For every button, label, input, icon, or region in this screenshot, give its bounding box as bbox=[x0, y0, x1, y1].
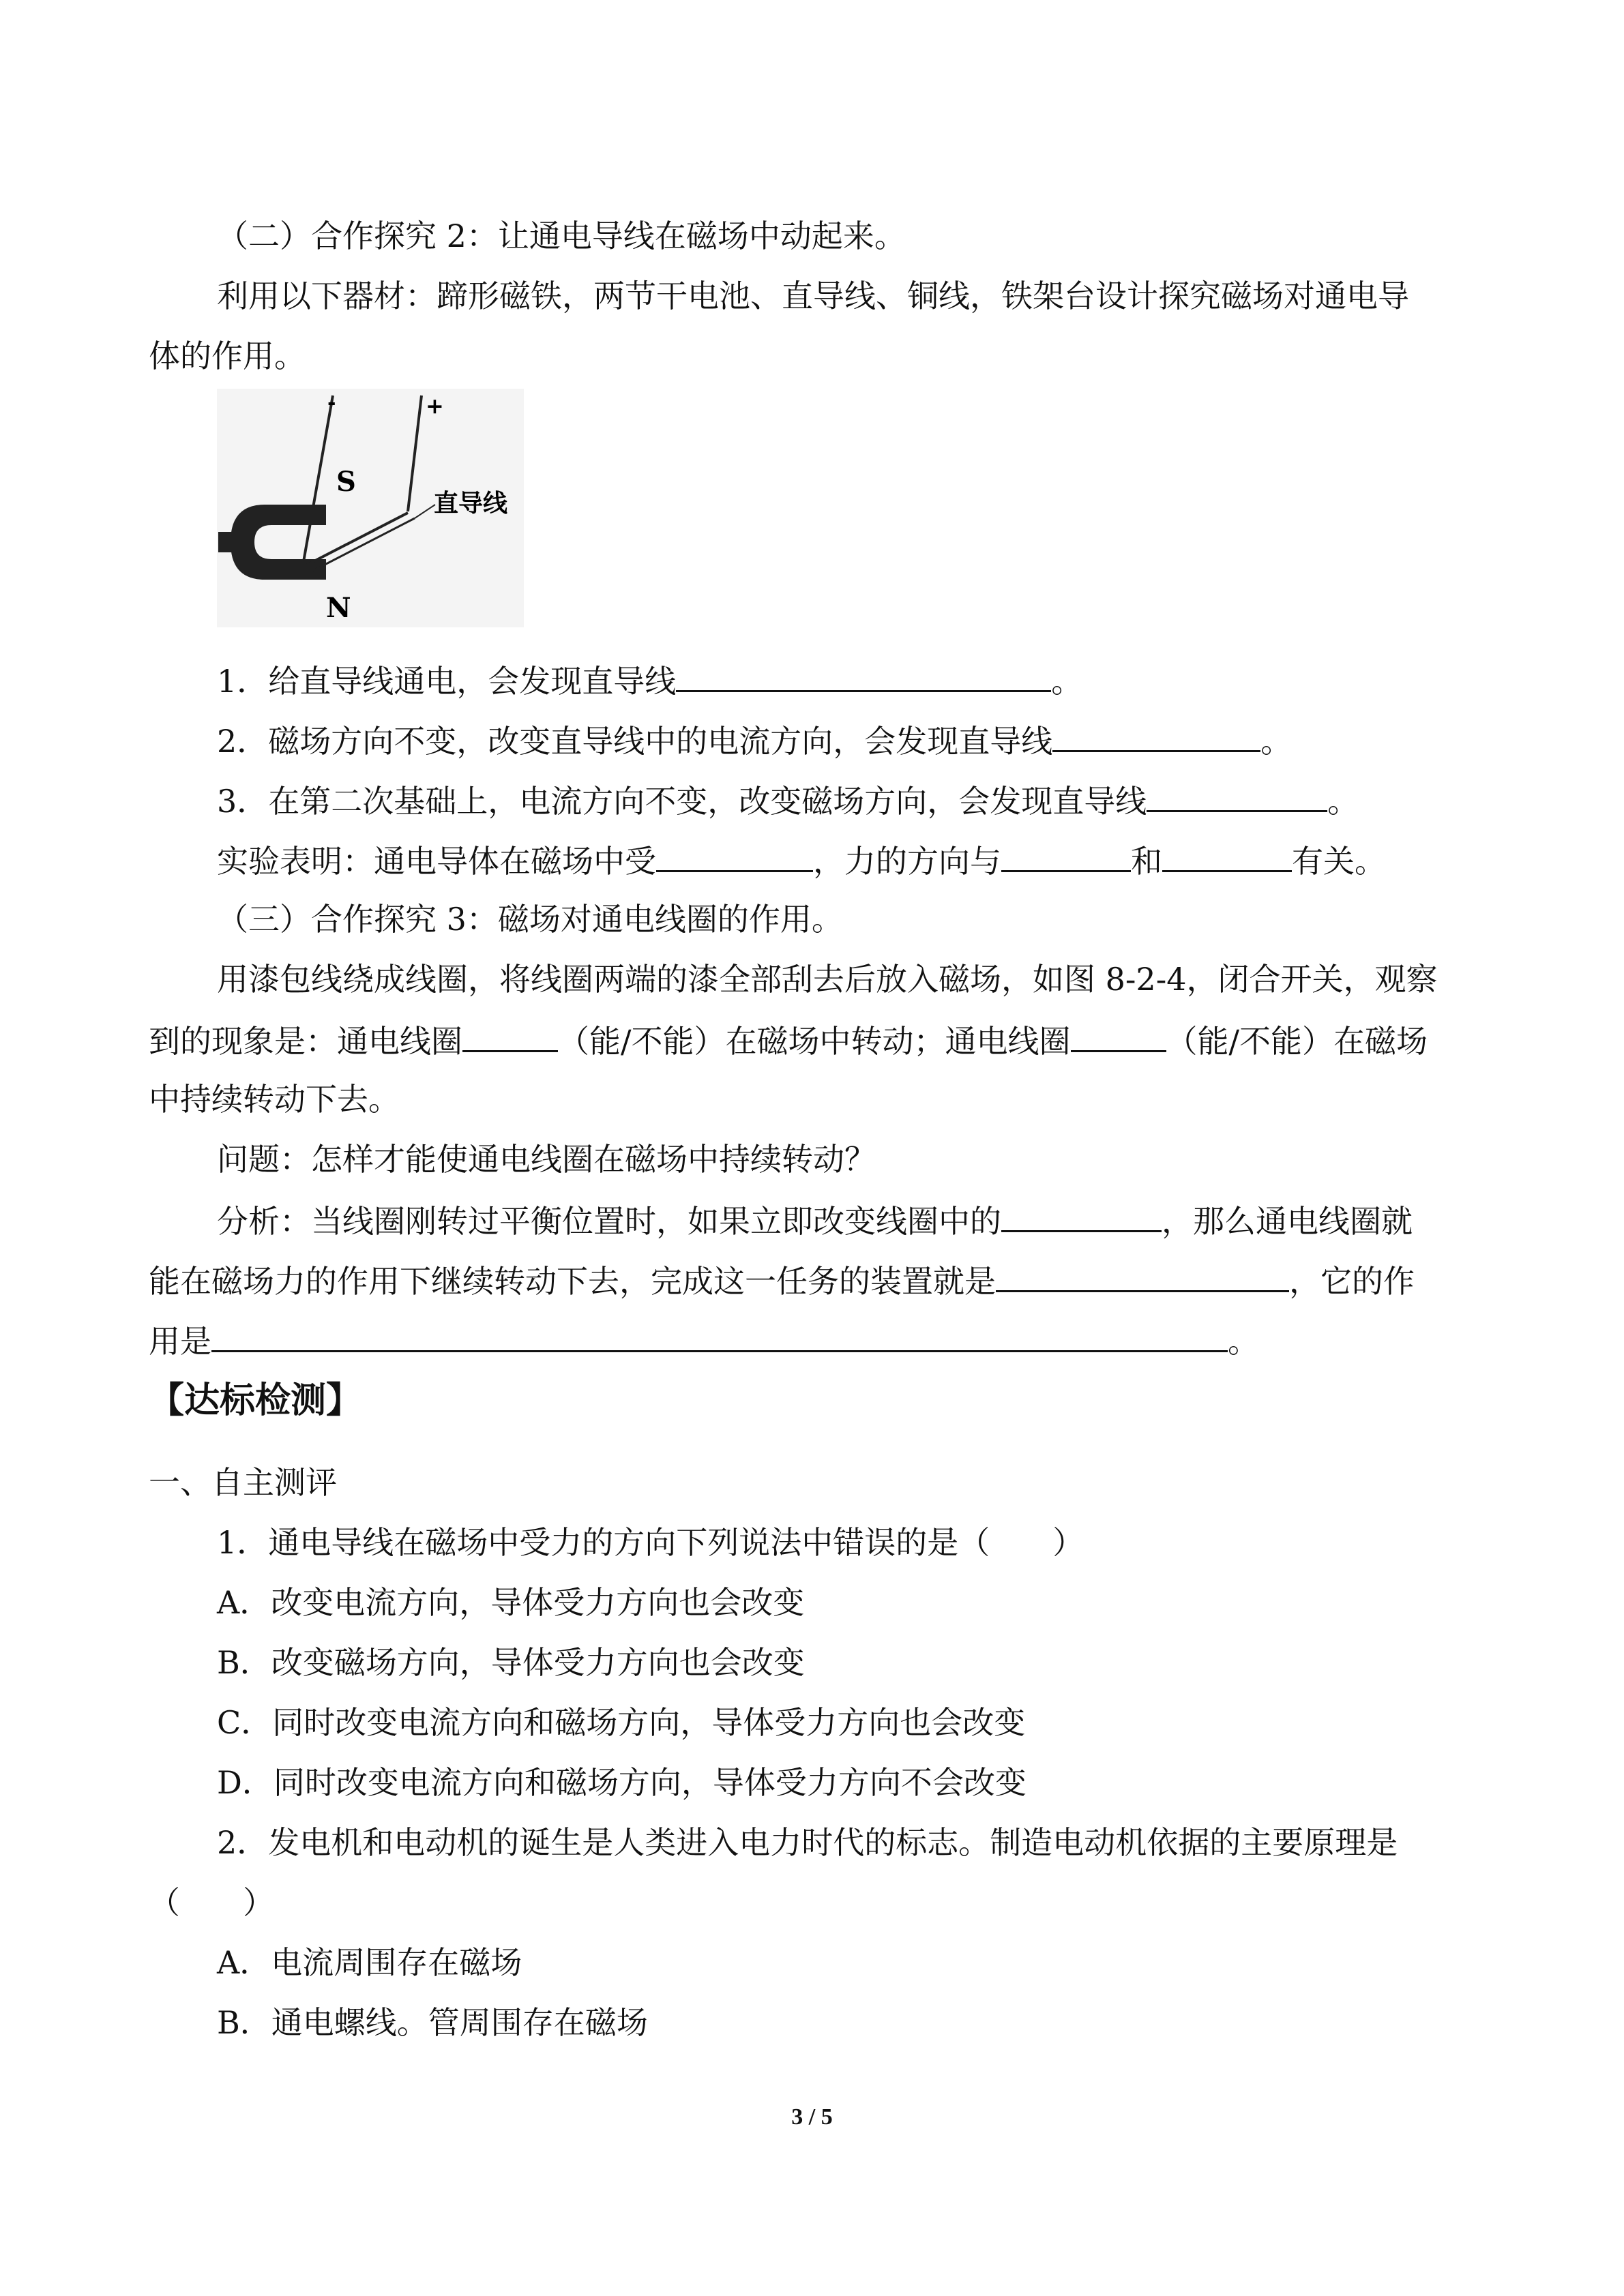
question-3: 3．在第二次基础上，电流方向不变，改变磁场方向，会发现直导线 。 bbox=[217, 779, 1359, 822]
section2-intro-line1: 利用以下器材：蹄形磁铁，两节干电池、直导线、铜线，铁架台设计探究磁场对通电导 bbox=[217, 278, 1409, 314]
mc-q1-option-d: D．同时改变电流方向和磁场方向，导体受力方向不会改变 bbox=[217, 1764, 1027, 1801]
question-2: 2．磁场方向不变，改变直导线中的电流方向，会发现直导线 。 bbox=[217, 719, 1292, 762]
analysis-line3: 用是 。 bbox=[149, 1319, 1259, 1362]
check-subheading: 一、自主测评 bbox=[149, 1464, 337, 1501]
mc-q1-option-a: A．改变电流方向，导体受力方向也会改变 bbox=[217, 1584, 805, 1621]
n-pole-label: N bbox=[326, 592, 351, 624]
mc-q2-option-b: B．通电螺线。管周围存在磁场 bbox=[217, 2004, 648, 2041]
answer-blank bbox=[996, 1259, 1289, 1292]
s-pole-label: S bbox=[336, 466, 356, 498]
check-heading: 【达标检测】 bbox=[149, 1380, 362, 1421]
answer-blank bbox=[1162, 839, 1292, 872]
section3-line1: 用漆包线绕成线圈，将线圈两端的漆全部刮去后放入磁场，如图 8-2-4，闭合开关，观察 bbox=[217, 961, 1438, 998]
mc-q2-option-a: A．电流周围存在磁场 bbox=[217, 1944, 522, 1981]
magnet-wire-figure bbox=[217, 389, 524, 627]
answer-blank bbox=[462, 1019, 558, 1052]
section3-line2: 到的现象是：通电线圈 （能/不能）在磁场中转动；通电线圈 （能/不能）在磁场 bbox=[149, 1019, 1428, 1062]
wire-label: 直导线 bbox=[434, 489, 508, 518]
analysis-line1: 分析：当线圈刚转过平衡位置时，如果立即改变线圈中的 ，那么通电线圈就 bbox=[217, 1199, 1413, 1242]
mc-q1-option-c: C．同时改变电流方向和磁场方向，导体受力方向也会改变 bbox=[217, 1704, 1026, 1741]
mc-question-2-paren: （ ） bbox=[149, 1884, 274, 1921]
section2-intro-line2: 体的作用。 bbox=[149, 338, 306, 374]
experiment-conclusion: 实验表明：通电导体在磁场中受 ，力的方向与 和 有关。 bbox=[217, 839, 1386, 882]
page-number: 3 / 5 bbox=[791, 2104, 833, 2130]
magnet-handle bbox=[218, 532, 236, 552]
answer-blank bbox=[1001, 1199, 1162, 1232]
plus-sign: + bbox=[426, 393, 444, 419]
mc-question-2: 2．发电机和电动机的诞生是人类进入电力时代的标志。制造电动机依据的主要原理是 bbox=[217, 1824, 1398, 1861]
answer-blank bbox=[1147, 779, 1327, 812]
minus-sign: - bbox=[327, 391, 336, 415]
answer-blank bbox=[656, 839, 813, 872]
answer-blank bbox=[1071, 1019, 1166, 1052]
mc-q1-option-b: B．改变磁场方向，导体受力方向也会改变 bbox=[217, 1644, 805, 1681]
answer-blank bbox=[1052, 719, 1260, 752]
section3-title: （三）合作探究 3：磁场对通电线圈的作用。 bbox=[217, 901, 843, 938]
mc-question-1: 1．通电导线在磁场中受力的方向下列说法中错误的是（ ） bbox=[217, 1524, 1084, 1561]
section3-line3: 中持续转动下去。 bbox=[149, 1081, 400, 1118]
question-1: 1．给直导线通电，会发现直导线 。 bbox=[217, 659, 1082, 702]
answer-blank bbox=[1001, 839, 1131, 872]
analysis-line2: 能在磁场力的作用下继续转动下去，完成这一任务的装置就是 ，它的作 bbox=[149, 1259, 1415, 1302]
answer-blank bbox=[211, 1319, 1228, 1352]
section2-title: （二）合作探究 2：让通电导线在磁场中动起来。 bbox=[217, 218, 906, 254]
section3-question: 问题：怎样才能使通电线圈在磁场中持续转动？ bbox=[217, 1141, 876, 1178]
answer-blank bbox=[676, 659, 1051, 692]
